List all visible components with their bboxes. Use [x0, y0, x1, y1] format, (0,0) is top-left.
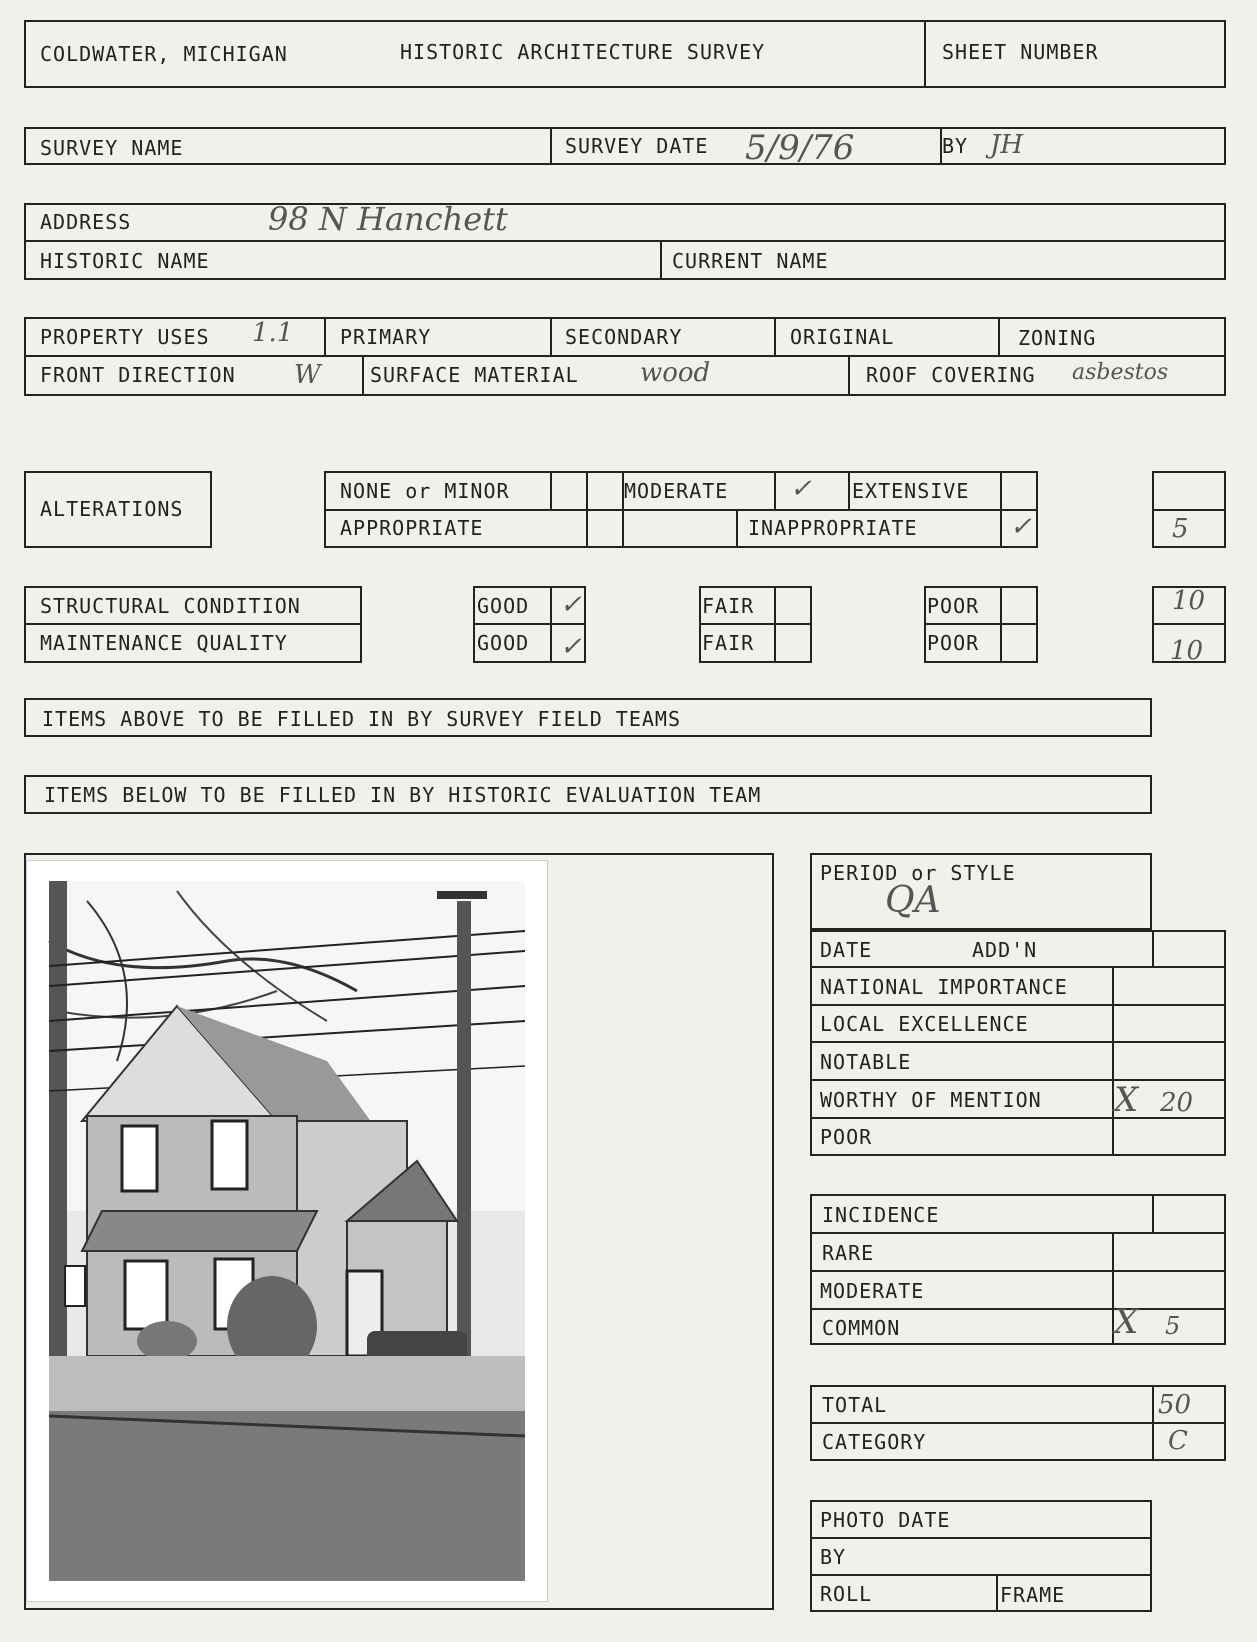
- property-col-3: [774, 317, 776, 355]
- address-value: 98 N Hanchett: [268, 200, 508, 238]
- secondary-label: SECONDARY: [565, 325, 683, 349]
- photo-by-label: BY: [820, 1545, 847, 1569]
- incidence-label: INCIDENCE: [822, 1203, 940, 1227]
- condition-score-divider: [1152, 623, 1226, 625]
- surface-material-label: SURFACE MATERIAL: [370, 363, 579, 387]
- notable-label: NOTABLE: [820, 1050, 912, 1074]
- eval-row-2: [810, 1004, 1226, 1006]
- good-divider: [473, 623, 586, 625]
- property-col-1: [324, 317, 326, 355]
- survey-divider-1: [550, 127, 552, 165]
- local-excellence-label: LOCAL EXCELLENCE: [820, 1012, 1029, 1036]
- photo-info-col: [996, 1574, 998, 1612]
- totals-col: [1152, 1385, 1154, 1461]
- alt-col-7: [1000, 471, 1002, 548]
- none-minor-label: NONE or MINOR: [340, 479, 510, 503]
- fair-divider: [699, 623, 812, 625]
- moderate-mark: ✓: [790, 474, 812, 504]
- national-importance-label: NATIONAL IMPORTANCE: [820, 975, 1068, 999]
- fair-label-maintenance: FAIR: [702, 631, 755, 655]
- good-check-col: [550, 586, 552, 663]
- maintenance-score: 10: [1170, 636, 1204, 666]
- date-label: DATE: [820, 938, 873, 962]
- poor-check-col: [1000, 586, 1002, 663]
- poor-label-maintenance: POOR: [927, 631, 980, 655]
- total-label: TOTAL: [822, 1393, 888, 1417]
- eval-col-1: [1112, 966, 1114, 1156]
- period-value: QA: [885, 880, 941, 921]
- eval-row-1: [810, 966, 1226, 968]
- fair-label-structural: FAIR: [702, 594, 755, 618]
- note-above: ITEMS ABOVE TO BE FILLED IN BY SURVEY FIELD TEAMS: [42, 707, 682, 731]
- roof-covering-value: asbestos: [1072, 360, 1169, 385]
- structural-score: 10: [1172, 586, 1206, 616]
- property-uses-value: 1.1: [252, 318, 294, 348]
- survey-title: HISTORIC ARCHITECTURE SURVEY: [400, 40, 766, 64]
- frame-label: FRAME: [1000, 1583, 1066, 1607]
- current-name-label: CURRENT NAME: [672, 249, 829, 273]
- property-divider: [24, 355, 1226, 357]
- good-label-structural: GOOD: [477, 594, 530, 618]
- incidence-moderate-label: MODERATE: [820, 1279, 925, 1303]
- category-value: C: [1168, 1426, 1188, 1456]
- address-divider: [24, 240, 1226, 242]
- property-col-4: [998, 317, 1000, 355]
- front-direction-value: W: [294, 360, 321, 390]
- photo-info-row-1: [810, 1537, 1152, 1539]
- property-col-2: [550, 317, 552, 355]
- poor-divider: [924, 623, 1038, 625]
- evaluation-table: [810, 930, 1226, 1156]
- appropriate-label: APPROPRIATE: [340, 516, 484, 540]
- inappropriate-mark: ✓: [1010, 512, 1032, 542]
- eval-col-2: [1152, 930, 1154, 966]
- alterations-score-divider: [1152, 509, 1226, 511]
- category-label: CATEGORY: [822, 1430, 927, 1454]
- alt-col-1: [550, 471, 552, 511]
- worthy-mark: X: [1114, 1080, 1139, 1120]
- eval-row-3: [810, 1041, 1226, 1043]
- poor-label-structural: POOR: [927, 594, 980, 618]
- inc-row-3: [810, 1308, 1226, 1310]
- property-col-5: [362, 355, 364, 396]
- total-value: 50: [1158, 1390, 1192, 1420]
- house-photo: [26, 860, 548, 1602]
- current-name-divider: [660, 240, 662, 280]
- primary-label: PRIMARY: [340, 325, 432, 349]
- by-value: JH: [990, 130, 1024, 160]
- by-label: BY: [942, 134, 969, 158]
- alterations-label: ALTERATIONS: [40, 497, 184, 521]
- survey-date-label: SURVEY DATE: [565, 134, 709, 158]
- alt-col-4: [774, 471, 776, 511]
- original-label: ORIGINAL: [790, 325, 895, 349]
- common-label: COMMON: [822, 1316, 901, 1340]
- sheet-number-label: SHEET NUMBER: [942, 40, 1099, 64]
- alt-col-5: [848, 471, 850, 511]
- property-uses-label: PROPERTY USES: [40, 325, 210, 349]
- maintenance-quality-label: MAINTENANCE QUALITY: [40, 631, 288, 655]
- worthy-score: 20: [1160, 1088, 1194, 1118]
- fair-check-col: [774, 586, 776, 663]
- inappropriate-label: INAPPROPRIATE: [748, 516, 918, 540]
- photo-date-label: PHOTO DATE: [820, 1508, 951, 1532]
- inc-col-2: [1152, 1194, 1154, 1232]
- header-divider: [924, 20, 926, 88]
- note-below: ITEMS BELOW TO BE FILLED IN BY HISTORIC EVALUATION TEAM: [44, 783, 762, 807]
- period-label: PERIOD or STYLE: [820, 861, 1016, 885]
- house-photo-image: [27, 861, 547, 1601]
- zoning-label: ZONING: [1018, 326, 1097, 350]
- totals-divider: [810, 1422, 1226, 1424]
- common-mark: X: [1114, 1302, 1139, 1342]
- front-direction-label: FRONT DIRECTION: [40, 363, 236, 387]
- extensive-label: EXTENSIVE: [852, 479, 970, 503]
- structural-good-mark: ✓: [560, 590, 582, 620]
- worthy-of-mention-label: WORTHY OF MENTION: [820, 1088, 1042, 1112]
- roll-label: ROLL: [820, 1582, 873, 1606]
- moderate-label: MODERATE: [624, 479, 729, 503]
- city-label: COLDWATER, MICHIGAN: [40, 42, 288, 66]
- good-label-maintenance: GOOD: [477, 631, 530, 655]
- structural-condition-label: STRUCTURAL CONDITION: [40, 594, 301, 618]
- survey-date-value: 5/9/76: [745, 128, 855, 168]
- alt-col-2: [586, 471, 588, 548]
- inc-row-2: [810, 1270, 1226, 1272]
- condition-label-divider: [24, 623, 362, 625]
- surface-material-value: wood: [640, 358, 711, 388]
- alterations-score: 5: [1172, 514, 1189, 544]
- survey-name-label: SURVEY NAME: [40, 136, 184, 160]
- inc-row-1: [810, 1232, 1226, 1234]
- addn-label: ADD'N: [972, 938, 1038, 962]
- rare-label: RARE: [822, 1241, 875, 1265]
- roof-covering-label: ROOF COVERING: [866, 363, 1036, 387]
- historic-name-label: HISTORIC NAME: [40, 249, 210, 273]
- address-label: ADDRESS: [40, 210, 132, 234]
- alt-col-6: [736, 509, 738, 548]
- eval-row-4: [810, 1079, 1226, 1081]
- photo-info-row-2: [810, 1574, 1152, 1576]
- property-col-6: [848, 355, 850, 396]
- maintenance-good-mark: ✓: [560, 632, 582, 662]
- eval-poor-label: POOR: [820, 1125, 873, 1149]
- common-score: 5: [1165, 1312, 1181, 1340]
